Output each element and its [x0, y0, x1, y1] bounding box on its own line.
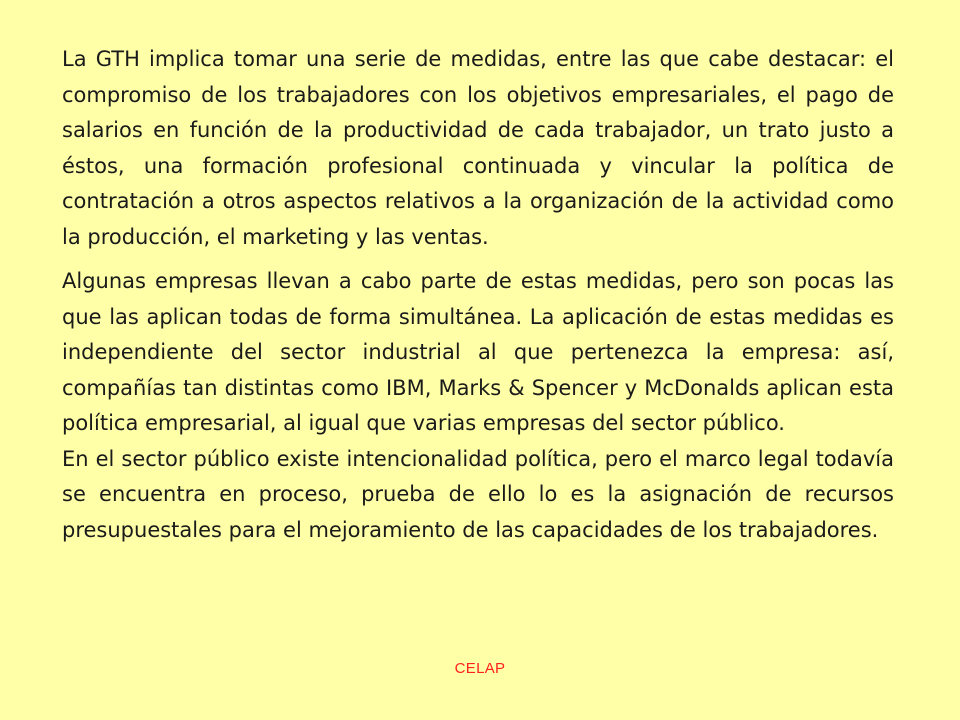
paragraph-companies: Algunas empresas llevan a cabo parte de estas medidas, pero son pocas las que las aplican todas de forma simultánea. La aplicación de estas medidas es independiente del sector industrial al que pertenezca la empresa: así, compañías tan distintas como IBM, Marks & Spencer y McDonalds aplican esta política empresarial, al igual que varias empresas del sector público.: [62, 269, 894, 435]
footer-celap: CELAP: [454, 660, 506, 677]
paragraph-gth-measures: La GTH implica tomar una serie de medidas, entre las que cabe destacar: el compromiso de los trabajadores con los objetivos empresariales, el pago de salarios en función de la productividad de cada trabajador, un trato justo a éstos, una formación profesional continuada y vincular la política de contratación a otros aspectos relativos a la organización de la actividad como la producción, el marketing y las ventas.: [62, 47, 894, 249]
slide-body: [62, 42, 894, 548]
paragraph-public-sector: En el sector público existe intencionalidad política, pero el marco legal todavía se encuentra en proceso, prueba de ello lo es la asignación de recursos presupuestales para el mejoramiento de las capacidades de los trabajadores.: [62, 446, 894, 542]
